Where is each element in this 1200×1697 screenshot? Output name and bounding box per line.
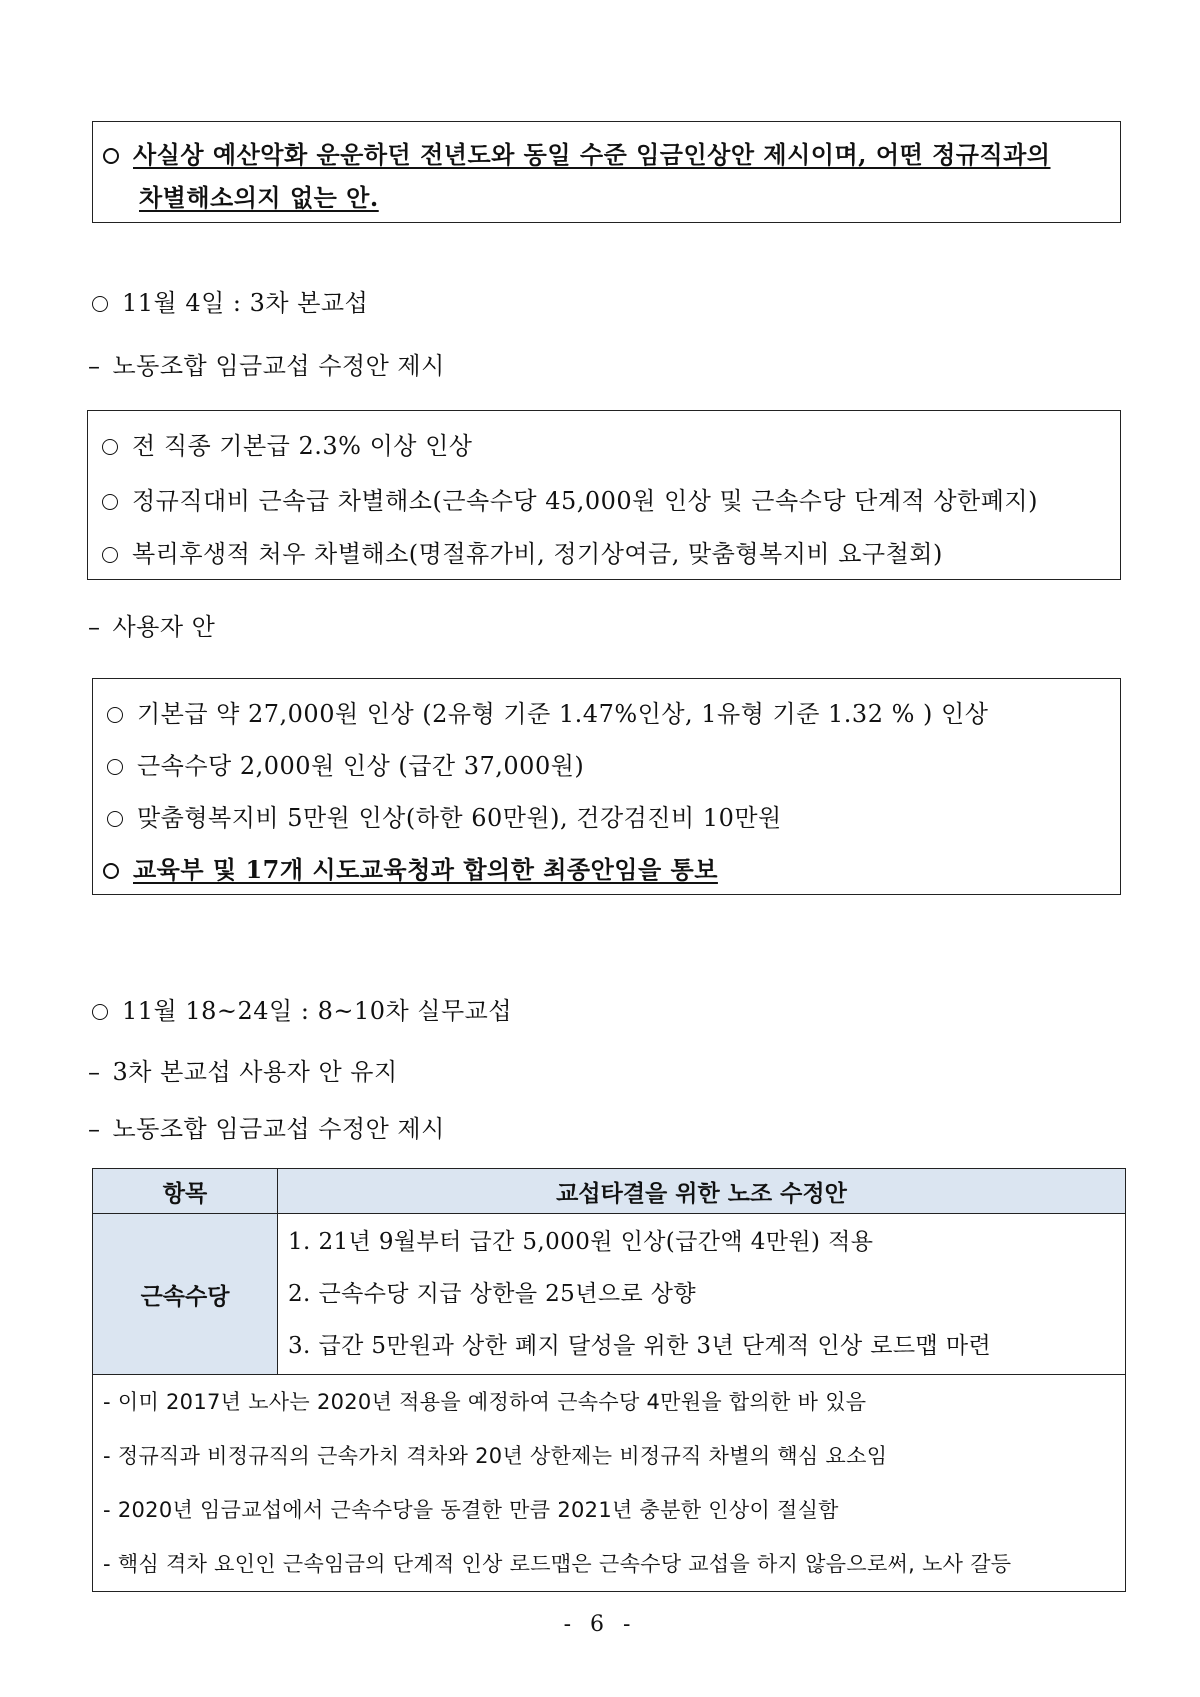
- section1-heading: [92, 288, 368, 318]
- proposal-item: 3. 급간 5만원과 상한 폐지 달성을 위한 3년 단계적 인상 로드맵 마련: [288, 1333, 992, 1359]
- union-item: [102, 486, 1038, 516]
- page-number: - 6 -: [563, 1612, 637, 1637]
- row-label: 근속수당: [93, 1214, 278, 1375]
- proposal-cell: [278, 1214, 1126, 1375]
- union-proposal-box: [87, 410, 1121, 580]
- circle-bullet-icon: [107, 759, 123, 775]
- employer-item-text: 근속수당 2,000원 인상 (급간 37,000원): [137, 752, 585, 780]
- union-revision-table: [92, 1168, 1126, 1592]
- section2-sub2: [88, 1114, 445, 1144]
- employer-item: [107, 751, 584, 781]
- circle-bullet-icon: [92, 296, 108, 312]
- employer-item: [107, 803, 782, 833]
- section1-sub1: [88, 351, 445, 381]
- summary-text-1: 사실상 예산악화 운운하던 전년도와 동일 수준 임금인상안 제시이며, 어떤 정규직과의: [133, 140, 1051, 169]
- section1-heading-text: 11월 4일 : 3차 본교섭: [122, 289, 369, 317]
- summary-line-2: [139, 183, 379, 213]
- table-header-row: [93, 1169, 1126, 1214]
- summary-box: [92, 121, 1121, 223]
- note-item: - 정규직과 비정규직의 근속가치 격차와 20년 상한제는 비정규직 차별의 핵심 요소임: [103, 1444, 888, 1468]
- note-item: - 핵심 격차 요인인 근속임금의 단계적 인상 로드맵은 근속수당 교섭을 하지 않음으로써, 노사 갈등: [103, 1552, 1012, 1576]
- dash-marker: –: [88, 1058, 101, 1086]
- table-row: [93, 1214, 1126, 1375]
- header-item: 항목: [93, 1169, 278, 1214]
- union-item: [102, 539, 943, 569]
- summary-line-1: [103, 140, 1051, 170]
- employer-item-text: 맞춤형복지비 5만원 인상(하한 60만원), 건강검진비 10만원: [137, 804, 782, 832]
- employer-proposal-box: [92, 678, 1121, 895]
- circle-bullet-icon: [92, 1004, 108, 1020]
- circle-bullet-icon: [102, 494, 118, 510]
- circle-bullet-icon: [107, 811, 123, 827]
- circle-bullet-icon: [107, 707, 123, 723]
- employer-item: [107, 699, 988, 729]
- dash-marker: –: [88, 1115, 101, 1143]
- dash-marker: –: [88, 613, 101, 641]
- dash-marker: –: [88, 352, 101, 380]
- section2-heading-text: 11월 18~24일 : 8~10차 실무교섭: [122, 997, 513, 1025]
- note-item: - 이미 2017년 노사는 2020년 적용을 예정하여 근속수당 4만원을 합의한 바 있음: [103, 1390, 867, 1414]
- proposal-item: 2. 근속수당 지급 상한을 25년으로 상향: [288, 1281, 697, 1307]
- employer-final-text: 교육부 및 17개 시도교육청과 합의한 최종안임을 통보: [133, 855, 718, 884]
- employer-final-notice: [103, 855, 718, 885]
- union-item-text: 복리후생적 처우 차별해소(명절휴가비, 정기상여금, 맞춤형복지비 요구철회): [132, 540, 943, 568]
- header-proposal: 교섭타결을 위한 노조 수정안: [278, 1169, 1126, 1214]
- section2-sub1-text: 3차 본교섭 사용자 안 유지: [112, 1058, 398, 1086]
- circle-bullet-icon: [102, 439, 118, 455]
- note-item: - 2020년 임금교섭에서 근속수당을 동결한 만큼 2021년 충분한 인상이 절실함: [103, 1498, 839, 1522]
- union-item: [102, 431, 472, 461]
- section2-sub1: [88, 1057, 398, 1087]
- union-item-text: 전 직종 기본급 2.3% 이상 인상: [132, 432, 473, 460]
- circle-bullet-icon: [102, 547, 118, 563]
- summary-text-2: 차별해소의지 없는 안.: [139, 183, 379, 212]
- circle-bullet-icon: [103, 863, 119, 879]
- employer-item-text: 기본급 약 27,000원 인상 (2유형 기준 1.47%인상, 1유형 기준 1.32 % ) 인상: [137, 700, 989, 728]
- section1-sub2-text: 사용자 안: [112, 613, 216, 641]
- notes-cell: [93, 1375, 1126, 1592]
- proposal-item: 1. 21년 9월부터 급간 5,000원 인상(급간액 4만원) 적용: [288, 1229, 874, 1255]
- section1-sub2: [88, 612, 215, 642]
- table-notes-row: [93, 1375, 1126, 1592]
- circle-bullet-icon: [103, 148, 119, 164]
- section2-heading: [92, 996, 512, 1026]
- union-item-text: 정규직대비 근속급 차별해소(근속수당 45,000원 인상 및 근속수당 단계적 상한폐지): [132, 487, 1038, 515]
- section2-sub2-text: 노동조합 임금교섭 수정안 제시: [112, 1115, 445, 1143]
- section1-sub1-text: 노동조합 임금교섭 수정안 제시: [112, 352, 445, 380]
